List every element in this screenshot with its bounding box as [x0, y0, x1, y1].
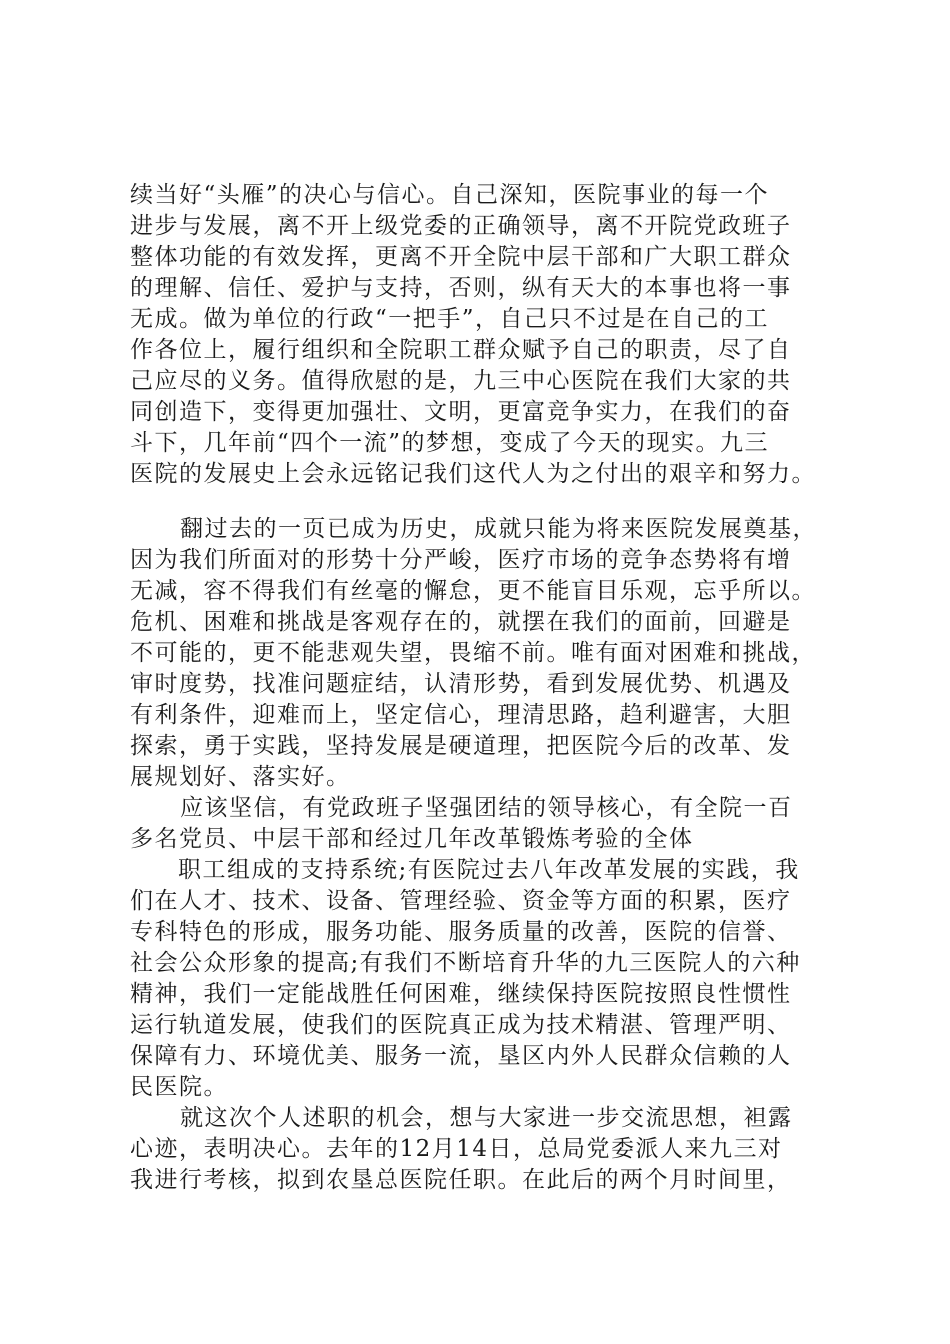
text-line: 心迹，表明决心。去年的12月14日，总局党委派人来九三对 [130, 1136, 783, 1162]
text-line: 不可能的，更不能悲观失望，畏缩不前。唯有面对困难和挑战， [130, 640, 816, 666]
text-line: 运行轨道发展，使我们的医院真正成为技术精湛、管理严明、 [130, 1012, 792, 1038]
text-line: 续当好“头雁”的决心与信心。自己深知，医院事业的每一个 [130, 182, 770, 208]
text-line: 社会公众形象的提高;有我们不断培育升华的九三医院人的六种 [130, 950, 801, 976]
paragraph-start-line: 就这次个人述职的机会，想与大家进一步交流思想，袒露 [180, 1105, 793, 1131]
text-line: 保障有力、环境优美、服务一流，垦区内外人民群众信赖的人 [130, 1043, 792, 1069]
text-line: 同创造下，变得更加强壮、文明，更富竞争实力，在我们的奋 [130, 399, 792, 425]
text-line: 专科特色的形成，服务功能、服务质量的改善，医院的信誉、 [130, 919, 792, 945]
paragraph-continuation [130, 180, 850, 490]
text-line: 斗下，几年前“四个一流”的梦想，变成了今天的现实。九三 [130, 430, 770, 456]
body-text [130, 514, 850, 1196]
text-line: 作各位上，履行组织和全院职工群众赋予自己的职责，尽了自 [130, 337, 792, 363]
text-line: 民医院。 [130, 1074, 228, 1100]
paragraph-start-line: 翻过去的一页已成为历史，成就只能为将来医院发展奠基， [180, 516, 817, 542]
text-line: 危机、困难和挑战是客观存在的，就摆在我们的面前，回避是 [130, 609, 792, 635]
text-line: 们在人才、技术、设备、管理经验、资金等方面的积累，医疗 [130, 888, 792, 914]
text-line: 我进行考核，拟到农垦总医院任职。在此后的两个月时间里， [130, 1167, 792, 1193]
text-line: 的理解、信任、爱护与支持，否则，纵有天大的本事也将一事 [130, 275, 792, 301]
text-line: 探索，勇于实践，坚持发展是硬道理，把医院今后的改革、发 [130, 733, 792, 759]
paragraph-start-line: 职工组成的支持系统;有医院过去八年改革发展的实践，我 [178, 857, 800, 883]
paragraph-start-line: 应该坚信，有党政班子坚强团结的领导核心，有全院一百 [180, 795, 793, 821]
text-line: 因为我们所面对的形势十分严峻，医疗市场的竞争态势将有增 [130, 547, 792, 573]
text-line: 精神，我们一定能战胜任何困难，继续保持医院按照良性惯性 [130, 981, 792, 1007]
text-line: 审时度势，找准问题症结，认清形势，看到发展优势、机遇及 [130, 671, 792, 697]
text-line: 进步与发展，离不开上级党委的正确领导，离不开院党政班子 [130, 213, 792, 239]
text-line: 无成。做为单位的行政“一把手”，自己只不过是在自己的工 [130, 306, 770, 332]
text-line: 展规划好、落实好。 [130, 764, 351, 790]
text-line: 无减，容不得我们有丝毫的懈怠，更不能盲目乐观，忘乎所以。 [130, 578, 816, 604]
text-line: 多名党员、中层干部和经过几年改革锻炼考验的全体 [130, 826, 694, 852]
text-line: 整体功能的有效发挥，更离不开全院中层干部和广大职工群众 [130, 244, 792, 270]
text-line: 有利条件，迎难而上，坚定信心，理清思路，趋利避害，大胆 [130, 702, 792, 728]
text-line: 己应尽的义务。值得欣慰的是，九三中心医院在我们大家的共 [130, 368, 792, 394]
text-line: 医院的发展史上会永远铭记我们这代人为之付出的艰辛和努力。 [130, 461, 816, 487]
